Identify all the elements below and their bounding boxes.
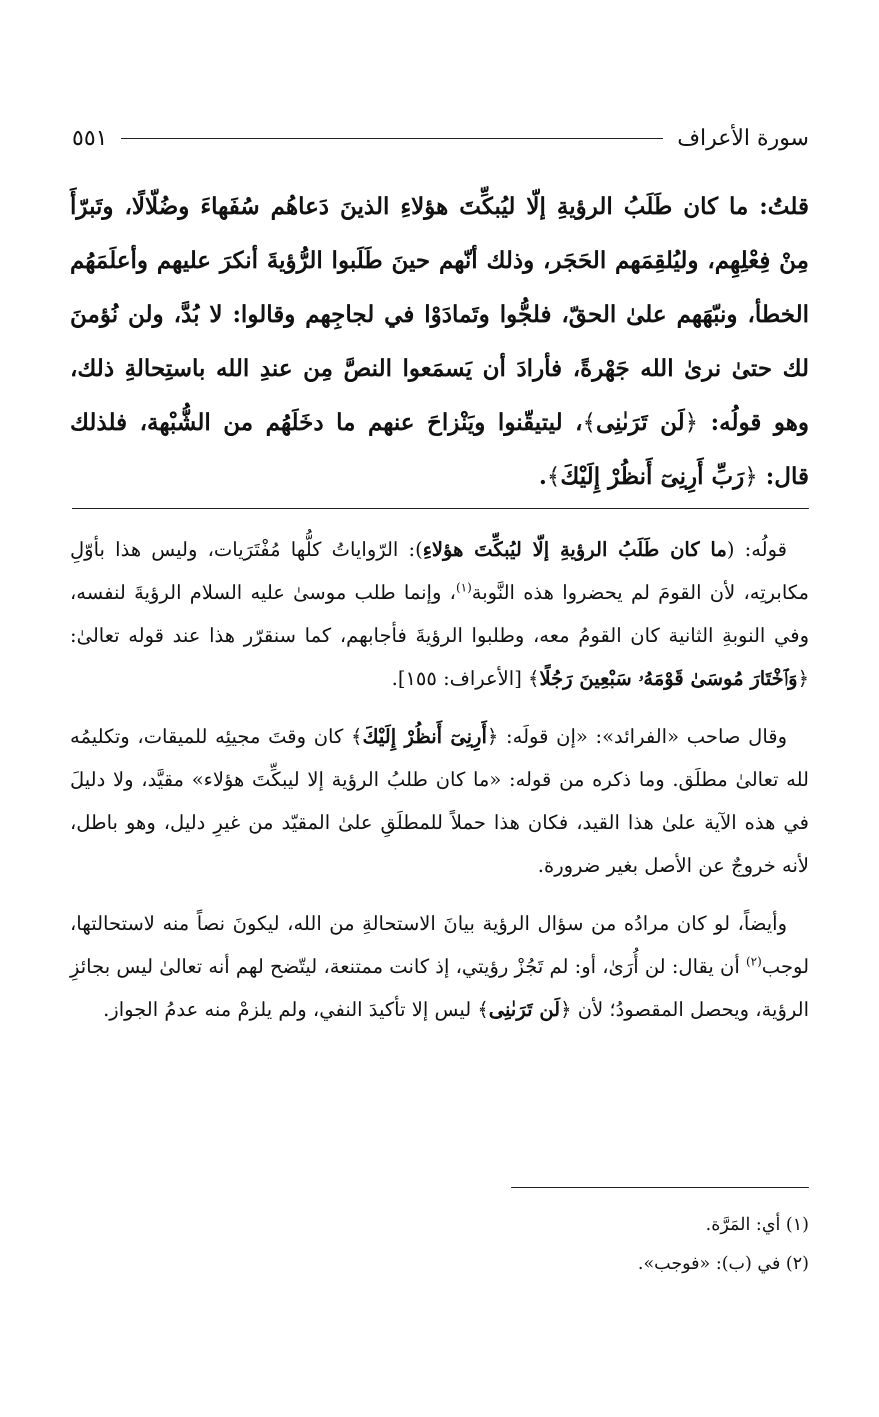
commentary-text: كان وقتَ مجيئِه للميقات، وتكليمُه لله تعالىٰ مطلَق. وما ذكره من قوله: «ما كان طلبُ الرؤية إلا ليبكِّتَ هؤلاء» مقيَّد، ولا دليلَ في هذه الآية علىٰ هذا القيد، فكان هذا حملاً للمطلَقِ علىٰ المقيّد من غيرِ دليل، وهو باطل، لأنه خروجٌ عن الأصل بغير ضرورة. bbox=[70, 725, 809, 877]
surah-title: سورة الأعراف bbox=[677, 125, 809, 151]
commentary-text: ، وإنما طلب موسىٰ عليه السلام الرؤيةَ لنفسه، وفي النوبةِ الثانية كان القومُ معه، وطلبوا الرؤيةَ فأجابهم، كما سنقرّر هذا عند قوله تعالىٰ: bbox=[70, 581, 809, 647]
quran-verse-3: وَٱخْتَارَ مُوسَىٰ قَوْمَهُۥ سَبْعِينَ رَجُلًا bbox=[539, 667, 798, 690]
matn-middle: ، ليتيقّنوا ويَنْزاحَ عنهم ما دخَلَهُم من الشُّبْهة، فلذلك قال: bbox=[70, 409, 809, 490]
running-header bbox=[72, 118, 809, 158]
footnote-1: (١) أي: المَرَّة. bbox=[705, 1215, 809, 1235]
page-number: ٥٥١ bbox=[72, 125, 108, 151]
quran-open-bracket: ﴿ bbox=[560, 998, 572, 1021]
quran-open-bracket: ﴿ bbox=[797, 667, 809, 690]
footnote-divider bbox=[511, 1187, 809, 1188]
commentary-lead: قولُه: ( bbox=[726, 538, 787, 561]
commentary-paragraph-3 bbox=[70, 902, 809, 1031]
quran-close-bracket: ﴾ bbox=[582, 410, 597, 436]
commentary-text: ): الرّواياتُ كلُّها مُفْتَرَيات، وليس هذا بأوّلِ مكابرتِه، لأن القومَ لم يحضروا هذه النَّوبة bbox=[70, 538, 809, 604]
section-divider bbox=[72, 508, 809, 509]
quran-verse-5: لَن تَرَىٰنِى bbox=[488, 998, 561, 1021]
quran-open-bracket: ﴿ bbox=[744, 464, 758, 490]
commentary-text: أن يقال: لن أُرَىٰ، أو: لم تَجُزْ رؤيتي، إذ كانت ممتنعة، ليتّضح لهم أنه تعالىٰ ليس بجائزِ الرؤية، ويحصل المقصودُ؛ لأن bbox=[70, 955, 809, 1021]
commentary bbox=[70, 528, 809, 1046]
commentary-paragraph-2 bbox=[70, 715, 809, 887]
quoted-phrase: ما كان طَلَبُ الرؤيةِ إلّا ليُبكِّتَ هؤلاءِ bbox=[422, 538, 727, 561]
commentary-text: ليس إلا تأكيدَ النفي، ولم يلزمْ منه عدمُ الجواز. bbox=[103, 998, 472, 1021]
quran-close-bracket: ﴾ bbox=[477, 998, 489, 1021]
commentary-lead: وأيضاً، لو كان مرادُه من سؤال الرؤية بيانَ الاستحالةِ من الله، ليكونَ نصاً منه لاستحالتها، لوجب bbox=[70, 912, 810, 978]
footnote-ref-1: (١) bbox=[455, 580, 472, 595]
main-text bbox=[70, 180, 809, 504]
header-rule bbox=[121, 138, 663, 139]
quran-close-bracket: ﴾ bbox=[351, 725, 363, 748]
quran-verse-1: لَن تَرَىٰنِى bbox=[596, 409, 685, 436]
footnote-ref-2: (٢) bbox=[745, 954, 762, 969]
matn-lead: قلتُ: ما كان طَلَبُ الرؤيةِ إلّا ليُبكِّتَ هؤلاءِ الذينَ دَعاهُم سُفَهاءَ وضُلّالًا، وتَبرّأَ مِنْ فِعْلِهِم، وليُلقِمَهم الحَجَر، وذلك أنّهم حينَ طَلَبوا الرُّؤيةَ أنكرَ عليهم وأعلَمَهُم الخطأ، ونبّهَهم علىٰ الحقّ، فلجُّوا وتَمادَوْا في لجاجِهم وقالوا: لا بُدَّ، ولن نُؤمنَ لك حتىٰ نرىٰ الله جَهْرةً، فأرادَ أن يَسمَعوا النصَّ مِن عندِ الله باستِحالةِ ذلك، وهو قولُه: bbox=[70, 193, 809, 436]
quran-verse-2: رَبِّ أَرِنِىٓ أَنظُرْ إِلَيْكَ bbox=[560, 463, 745, 490]
quran-close-bracket: ﴾ bbox=[528, 667, 540, 690]
quran-open-bracket: ﴿ bbox=[486, 725, 499, 748]
verse-reference: [الأعراف: ١٥٥]. bbox=[391, 667, 522, 690]
footnote-2: (٢) في (ب): «فوجب». bbox=[637, 1254, 809, 1274]
matn-end: . bbox=[538, 463, 547, 490]
quran-open-bracket: ﴿ bbox=[684, 410, 699, 436]
footnotes bbox=[70, 1206, 809, 1284]
commentary-lead: وقال صاحب «الفرائد»: «إن قولَه: bbox=[506, 725, 788, 748]
quran-verse-4: أَرِنِىٓ أَنظُرْ إِلَيْكَ bbox=[362, 725, 487, 748]
quran-close-bracket: ﴾ bbox=[546, 464, 561, 490]
commentary-paragraph-1 bbox=[70, 528, 809, 700]
